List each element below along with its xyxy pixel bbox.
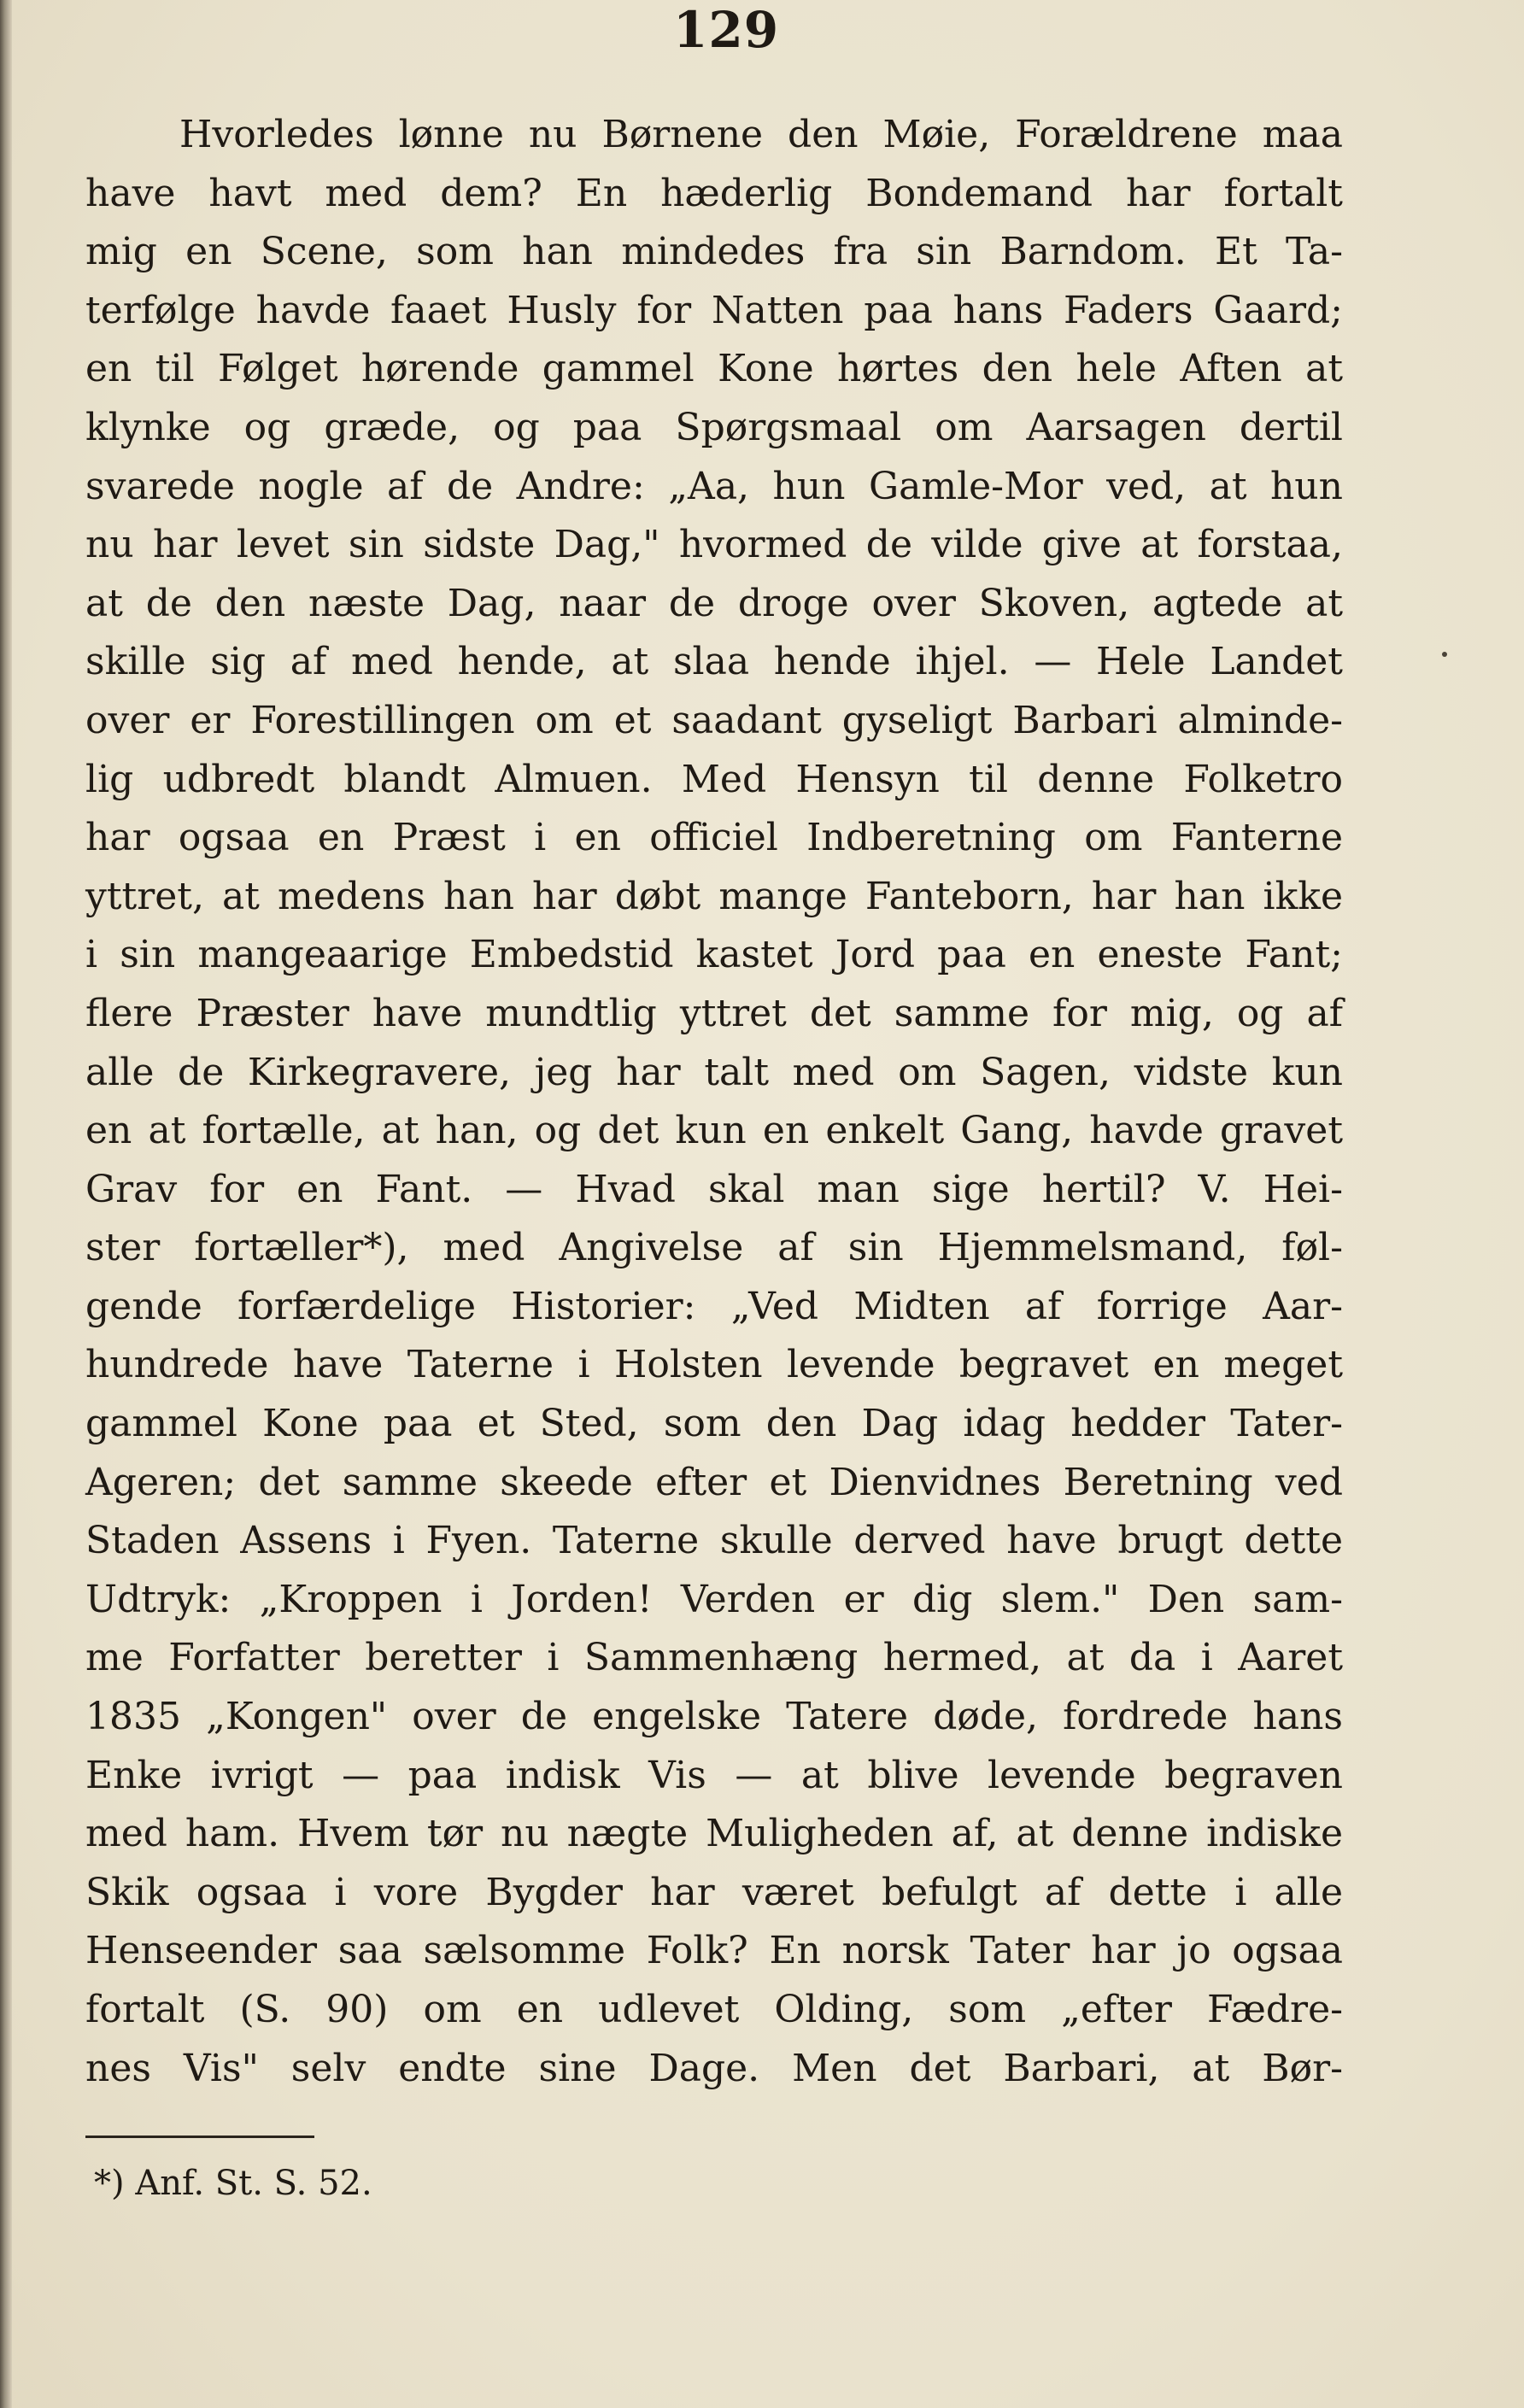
text-line: have havt med dem? En hæderlig Bondemand har fortalt bbox=[85, 171, 1343, 215]
text-line: ster fortæller*), med Angivelse af sin Hjemmelsmand, føl- bbox=[85, 1226, 1343, 1270]
text-line: Udtryk: „Kroppen i Jorden! Verden er dig slem." Den sam- bbox=[85, 1577, 1343, 1621]
text-line: Hvorledes lønne nu Børnene den Møie, Forældrene maa bbox=[179, 113, 1343, 156]
text-line: en at fortælle, at han, og det kun en enkelt Gang, havde gravet bbox=[85, 1109, 1343, 1153]
text-line: skille sig af med hende, at slaa hende ihjel. — Hele Landet bbox=[85, 640, 1343, 684]
text-line: Skik ogsaa i vore Bygder har været befulgt af dette i alle bbox=[85, 1870, 1343, 1914]
text-line: Ageren; det samme skeede efter et Dienvidnes Beretning ved bbox=[85, 1460, 1343, 1504]
text-line: at de den næste Dag, naar de droge over Skoven, agtede at bbox=[85, 581, 1343, 625]
text-line: i sin mangeaarige Embedstid kastet Jord paa en eneste Fant; bbox=[85, 933, 1343, 977]
page-binding-edge bbox=[0, 0, 12, 2408]
text-line: lig udbredt blandt Almuen. Med Hensyn til denne Folketro bbox=[85, 757, 1343, 801]
text-line: nes Vis" selv endte sine Dage. Men det Barbari, at Bør- bbox=[85, 2046, 1343, 2090]
text-line: Staden Assens i Fyen. Taterne skulle derved have brugt dette bbox=[85, 1519, 1343, 1563]
text-line: Enke ivrigt — paa indisk Vis — at blive levende begraven bbox=[85, 1753, 1343, 1797]
text-line: nu har levet sin sidste Dag," hvormed de vilde give at forstaa, bbox=[85, 523, 1343, 567]
text-line: med ham. Hvem tør nu nægte Muligheden af, at denne indiske bbox=[85, 1812, 1343, 1856]
page-speck bbox=[1442, 652, 1447, 657]
text-line: hundrede have Taterne i Holsten levende begravet en meget bbox=[85, 1343, 1343, 1387]
footnote: *) Anf. St. S. 52. bbox=[94, 2164, 372, 2203]
text-line: flere Præster have mundtlig yttret det samme for mig, og af bbox=[85, 991, 1343, 1035]
text-line: me Forfatter beretter i Sammenhæng hermed, at da i Aaret bbox=[85, 1636, 1343, 1680]
text-line: alle de Kirkegravere, jeg har talt med om Sagen, vidste kun bbox=[85, 1050, 1343, 1094]
text-line: terfølge havde faaet Husly for Natten paa hans Faders Gaard; bbox=[85, 288, 1343, 332]
footnote-rule bbox=[85, 2136, 314, 2138]
text-line: fortalt (S. 90) om en udlevet Olding, som „efter Fædre- bbox=[85, 1988, 1343, 2031]
text-line: mig en Scene, som han mindedes fra sin Barndom. Et Ta- bbox=[85, 230, 1343, 274]
text-line: 1835 „Kongen" over de engelske Tatere døde, fordrede hans bbox=[85, 1695, 1343, 1739]
text-line: gende forfærdelige Historier: „Ved Midten af forrige Aar- bbox=[85, 1284, 1343, 1328]
text-line: en til Følget hørende gammel Kone hørtes den hele Aften at bbox=[85, 347, 1343, 391]
text-line: klynke og græde, og paa Spørgsmaal om Aarsagen dertil bbox=[85, 405, 1343, 449]
text-line: Grav for en Fant. — Hvad skal man sige hertil? V. Hei- bbox=[85, 1167, 1343, 1211]
text-line: yttret, at medens han har døbt mange Fanteborn, har han ikke bbox=[85, 874, 1343, 918]
text-line: svarede nogle af de Andre: „Aa, hun Gamle-Mor ved, at hun bbox=[85, 464, 1343, 508]
text-line: over er Forestillingen om et saadant gyseligt Barbari alminde- bbox=[85, 698, 1343, 742]
page-number-text: 129 bbox=[673, 1, 780, 59]
body-text bbox=[85, 106, 1343, 2098]
text-line: har ogsaa en Præst i en officiel Indberetning om Fanterne bbox=[85, 816, 1343, 860]
text-line: gammel Kone paa et Sted, som den Dag idag hedder Tater- bbox=[85, 1402, 1343, 1446]
text-line: Henseender saa sælsomme Folk? En norsk Tater har jo ogsaa bbox=[85, 1929, 1343, 1973]
